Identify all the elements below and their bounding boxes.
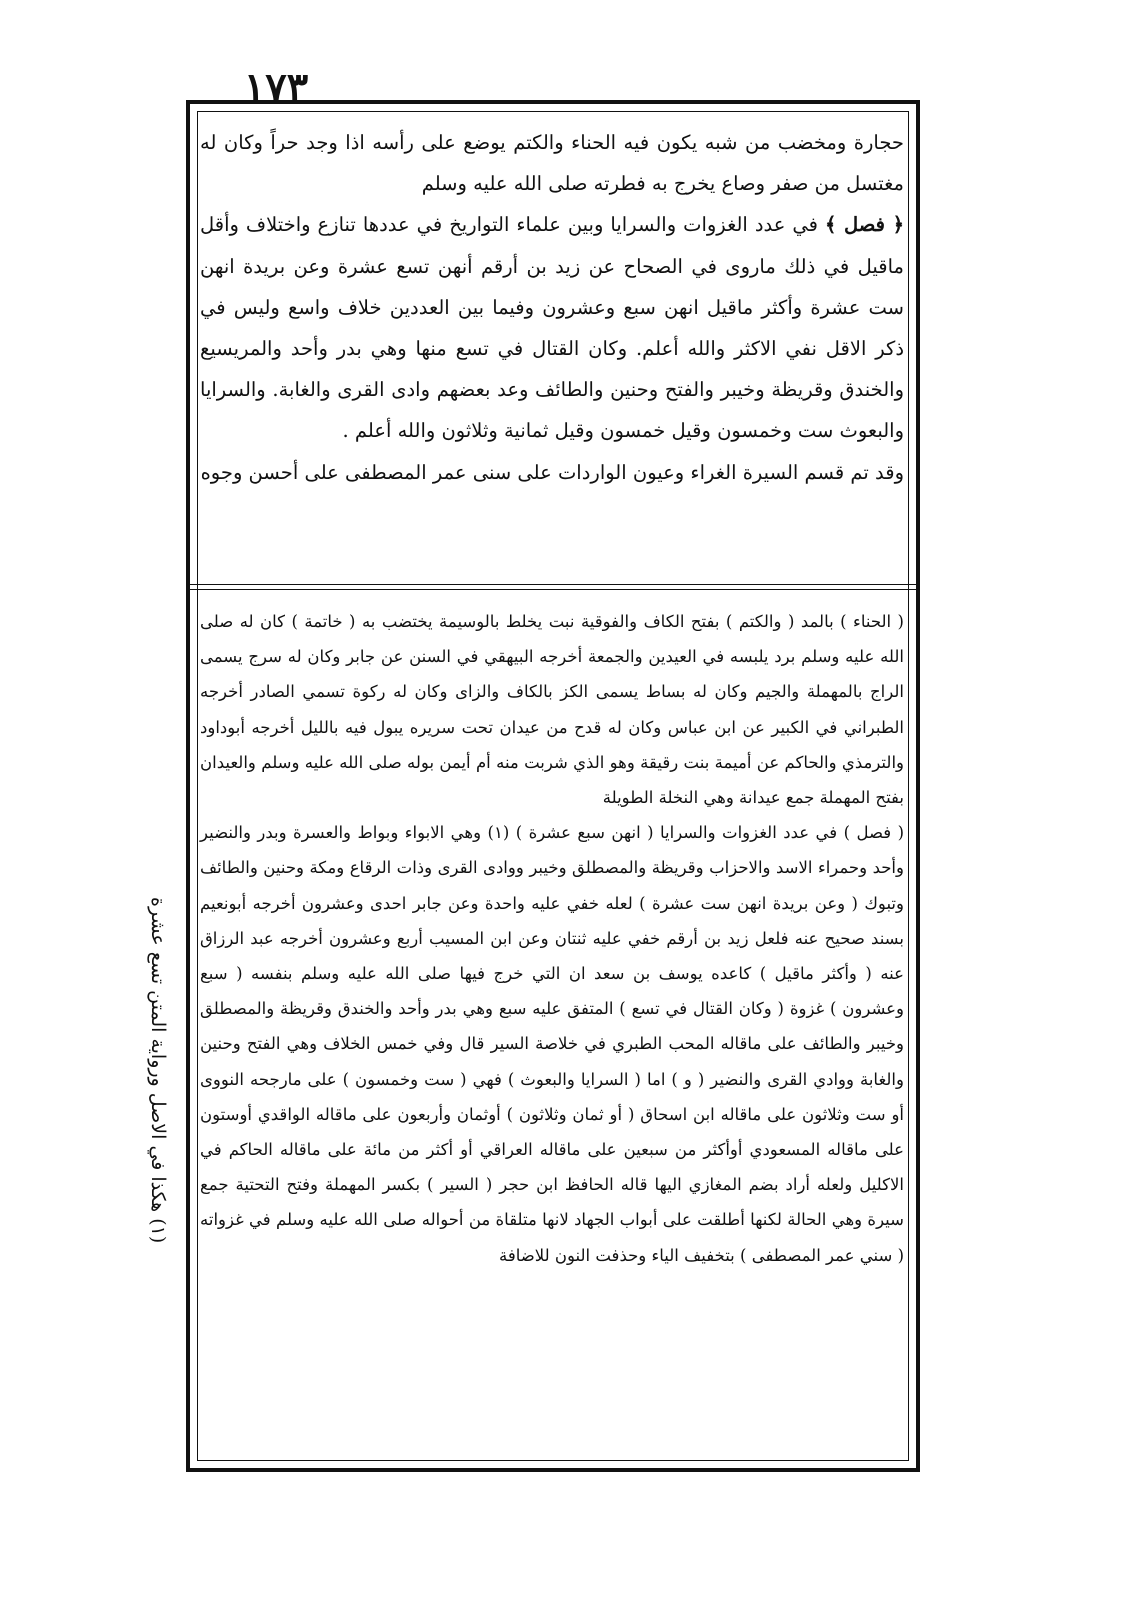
margin-note: (١) هكذا في الاصل ورواية المتن تسع عشرة — [147, 896, 169, 1244]
section-divider — [190, 584, 916, 590]
page-frame — [186, 100, 920, 1472]
main-paragraph-1: حجارة ومخضب من شبه يكون فيه الحناء والكتم يوضع على رأسه اذا وجد حراً وكان له مغتسل من صفر وصاع يخرج به فطرته صلى الله عليه وسلم — [200, 131, 904, 196]
commentary-paragraph-1: ( الحناء ) بالمد ( والكتم ) بفتح الكاف والفوقية نبت يخلط بالوسيمة يختضب به ( خاتمة ) كان له صلى الله عليه وسلم برد يلبسه في العيدين والجمعة أخرجه البيهقي في السنن عن جابر وكان له سرج يسمى الراج بالمهملة والجيم وكان له بساط يسمى الكز بالكاف والزاى وكان له ركوة تسمي الصادر أخرجه الطبراني في الكبير عن ابن عباس وكان له قدح من عيدان تحت سريره يبول فيه بالليل أخرجه أبوداود والترمذي والحاكم عن أميمة بنت رقيقة وهو الذي شربت منه أم أيمن بوله صلى الله عليه وسلم والعيدان بفتح المهملة جمع عيدانة وهي النخلة الطويلة — [200, 612, 904, 808]
page-number: ١٧٣ — [243, 64, 309, 111]
main-text — [200, 122, 904, 493]
commentary-paragraph-2: ( فصل ) في عدد الغزوات والسرايا ( انهن سبع عشرة ) (١) وهي الابواء وبواط والعسرة وبدر والنضير وأحد وحمراء الاسد والاحزاب وقريظة والمصطلق وخيبر ووادى القرى وذات الرقاع ومكة وحنين والطائف وتبوك ( وعن بريدة انهن ست عشرة ) لعله خفي عليه واحدة وعن جابر احدى وعشرون أخرجه أبونعيم بسند صحيح عنه فلعل زيد بن أرقم خفي عليه ثنتان وعن ابن المسيب أربع وعشرون أخرجه عبد الرزاق عنه ( وأكثر ماقيل ) كاعده يوسف بن سعد ان التي خرج فيها صلى الله عليه وسلم بنفسه ( سبع وعشرون ) غزوة ( وكان القتال في تسع ) المتفق عليه سبع وهي بدر وأحد والخندق وقريظة والمصطلق وخيبر والطائف على ماقاله المحب الطبري في خلاصة السير قال وفي خمس الخلاف وهي الفتح وحنين والغابة ووادي القرى والنضير ( و ) اما ( السرايا والبعوث ) فهي ( ست وخمسون ) على مارجحه النووى أو ست وثلاثون على ماقاله ابن اسحاق ( أو ثمان وثلاثون ) أوثمان وأربعون على ماقاله الواقدي أوستون على ماقاله المسعودي أوأكثر من سبعين على ماقاله العراقي أو أكثر من مائة على ماقاله الحاكم في الاكليل ولعله أراد بضم المغازي اليها قاله الحافظ ابن حجر ( السير ) بكسر المهملة وفتح التحتية جمع سيرة وهي الحالة لكنها أطلقت على أبواب الجهاد لانها متلقاة من أحواله صلى الله عليه وسلم في غزواته ( سني عمر المصطفى ) بتخفيف الياء وحذفت النون للاضافة — [200, 823, 905, 1265]
commentary-text — [200, 604, 904, 1273]
section-label: ﴿ فصل ﴾ — [824, 213, 904, 237]
main-paragraph-2-text: في عدد الغزوات والسرايا وبين علماء التواريخ في عددها تنازع واختلاف وأقل ماقيل في ذلك ماروى في الصحاح عن زيد بن أرقم أنهن تسع عشرة وعن بريدة انهن ست عشرة وأكثر ماقيل انهن سبع وعشرون وفيما بين العددين خلاف واسع وليس في ذكر الاقل نفي الاكثر والله أعلم. وكان القتال في تسع منها وهي بدر وأحد والمريسيع والخندق وقريظة وخيبر والفتح وحنين والطائف وعد بعضهم وادى القرى والغابة. والسرايا والبعوث ست وخمسون وقيل خمسون وقيل ثمانية وثلاثون والله أعلم . — [200, 213, 904, 443]
main-paragraph-3: وقد تم قسم السيرة الغراء وعيون الواردات على سنى عمر المصطفى على أحسن وجوه — [200, 460, 904, 484]
main-paragraph-2 — [200, 204, 904, 451]
